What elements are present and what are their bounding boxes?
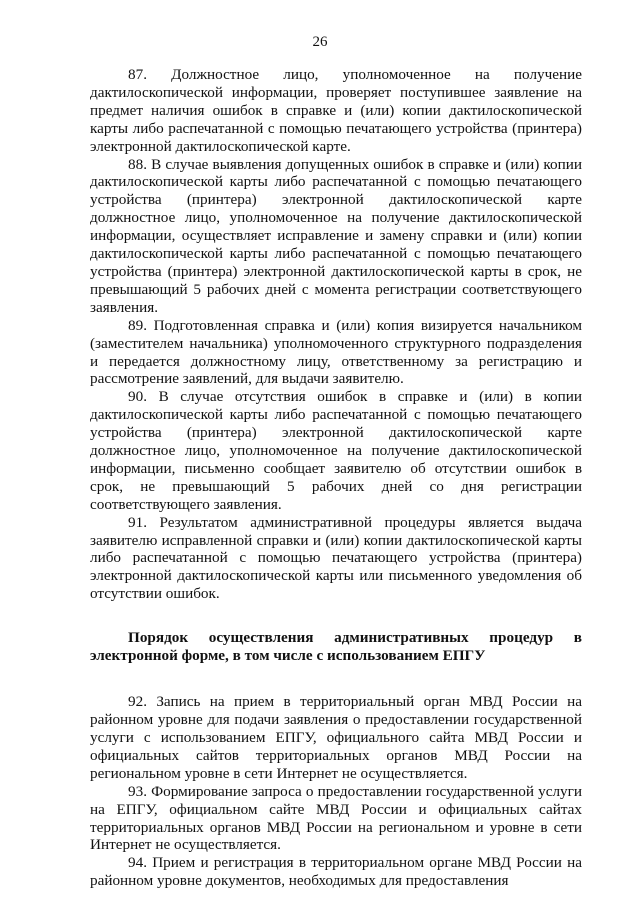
paragraph-90: 90. В случае отсутствия ошибок в справке и (или) в копии дактилоскопической карты либо распечатанной с помощью печатающего устройства (принтера) электронной дактилоскопической карте должностное лицо, уполномоченное на получение дактилоскопической информации, письменно сообщает заявителю об отсутствии ошибок в срок, не превышающий 5 рабочих дней со дня регистрации соответствующего заявления. (90, 388, 582, 513)
paragraph-92: 92. Запись на прием в территориальный орган МВД России на районном уровне для подачи заявления о предоставлении государственной услуги с использованием ЕПГУ, официального сайта МВД России и официальных сайтов территориальных органов МВД России на региональном уровне в сети Интернет не осуществляется. (90, 693, 582, 782)
paragraph-87: 87. Должностное лицо, уполномоченное на получение дактилоскопической информации, проверяет поступившее заявление на предмет наличия ошибок в справке и (или) копии дактилоскопической карты либо распечатанной с помощью печатающего устройства (принтера) электронной дактилоскопической карте. (90, 66, 582, 155)
page-body (90, 66, 582, 890)
paragraph-91: 91. Результатом административной процедуры является выдача заявителю исправленной справки и (или) копии дактилоскопической карты либо распечатанной с помощью печатающего устройства (принтера) электронной дактилоскопической карты или письменного уведомления об отсутствии ошибок. (90, 513, 582, 603)
page-number: 26 (312, 34, 328, 50)
paragraph-88: 88. В случае выявления допущенных ошибок в справке и (или) копии дактилоскопической карты либо распечатанной с помощью печатающего устройства (принтера) электронной дактилоскопической карте должностное лицо, уполномоченное на получение дактилоскопической информации, осуществляет исправление и замену справки и (или) копии дактилоскопической карты либо распечатанной с помощью печатающего устройства (принтера) электронной дактилоскопической карты в срок, не превышающий 5 рабочих дней с момента регистрации соответствующего заявления. (90, 155, 582, 316)
paragraph-89: 89. Подготовленная справка и (или) копия визируется начальником (заместителем начальника) уполномоченного структурного подразделения и передается должностному лицу, ответственному за регистрацию и рассмотрение заявлений, для выдачи заявителю. (90, 316, 582, 388)
paragraph-93: 93. Формирование запроса о предоставлении государственной услуги на ЕПГУ, официальном сайте МВД России и официальных сайтах территориальных органов МВД России на региональном и уровне в сети Интернет не осуществляется. (90, 782, 582, 854)
paragraph-94: 94. Прием и регистрация в территориальном органе МВД России на районном уровне документов, необходимых для предоставления (90, 854, 582, 890)
section-heading: Порядок осуществления административных процедур в электронной форме, в том числе с использованием ЕПГУ (90, 629, 582, 665)
